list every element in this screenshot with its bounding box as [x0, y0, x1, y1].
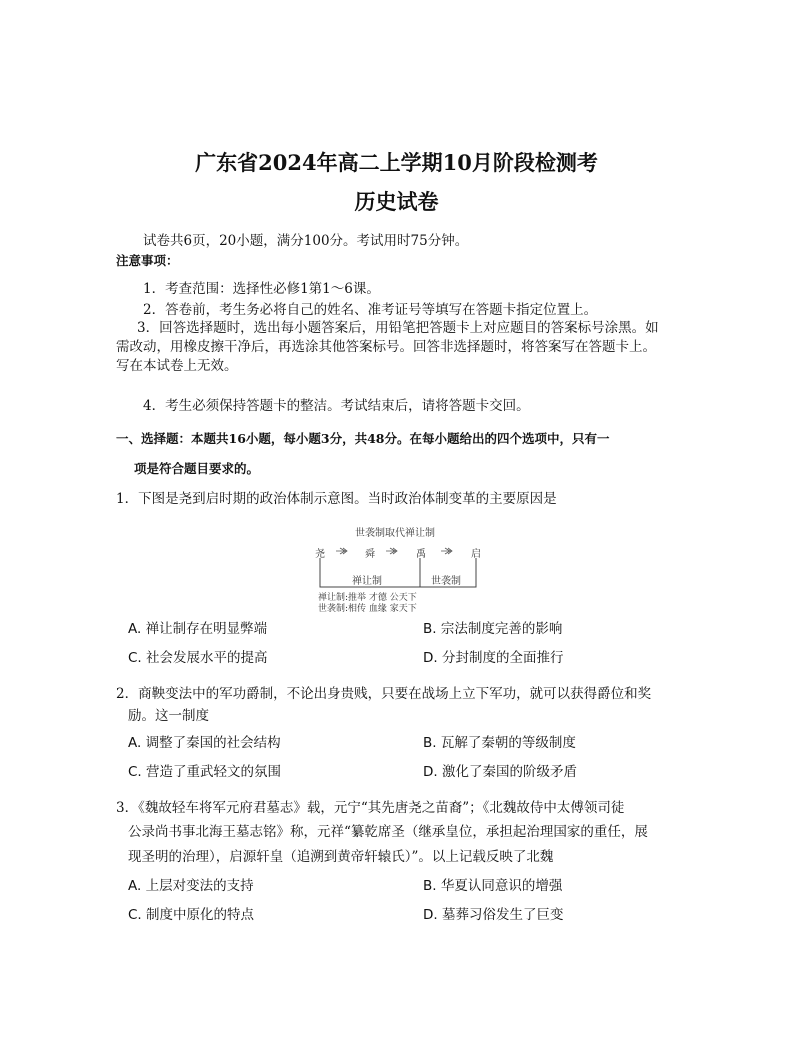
diagram-name: 禹 — [416, 549, 426, 560]
diagram-right-label: 世袭制 — [431, 576, 461, 587]
q3-option-c: C. 制度中原化的特点 — [128, 907, 255, 923]
question-3-stem: 现圣明的治理），启源轩皇（追溯到黄帝轩辕氏）”。以上记载反映了北魏 — [128, 849, 554, 865]
question-2-stem: 励。这一制度 — [128, 708, 209, 724]
q1-option-d: D. 分封制度的全面推行 — [423, 650, 564, 666]
note-item: 2．答卷前，考生务必将自己的姓名、准考证号等填写在答题卡指定位置上。 — [143, 302, 598, 318]
question-1-stem: 1．下图是尧到启时期的政治体制示意图。当时政治体制变革的主要原因是 — [116, 491, 557, 507]
note-item: 写在本试卷上无效。 — [116, 358, 238, 374]
section-heading-line2: 项是符合题目要求的。 — [134, 461, 260, 476]
diagram-legend: 世袭制:相传 血缘 家天下 — [318, 604, 417, 614]
q1-option-b: B. 宗法制度完善的影响 — [423, 621, 563, 637]
q1-option-a: A. 禅让制存在明显弊端 — [128, 621, 268, 637]
note-item: 1．考查范围：选择性必修1第1～6课。 — [143, 281, 380, 297]
note-item: 需改动，用橡皮擦干净后，再选涂其他答案标号。回答非选择题时，将答案写在答题卡上。 — [116, 339, 656, 355]
q2-option-a: A. 调整了秦国的社会结构 — [128, 735, 281, 751]
q3-option-b: B. 华夏认同意识的增强 — [423, 878, 563, 894]
note-item: 3．回答选择题时，选出每小题答案后，用铅笔把答题卡上对应题目的答案标号涂黑。如 — [137, 320, 659, 336]
exam-subtitle: 历史试卷 — [354, 189, 439, 214]
diagram-legend: 禅让制:推举 才德 公天下 — [318, 593, 417, 603]
diagram-left-label: 禅让制 — [352, 576, 382, 587]
q1-option-c: C. 社会发展水平的提高 — [128, 650, 268, 666]
question-3-stem: 3．《魏故轻车将军元府君墓志》载，元宁“其先唐尧之苗裔”；《北魏故侍中太傅领司徒 — [116, 800, 625, 816]
exam-intro: 试卷共6页，20小题，满分100分。考试用时75分钟。 — [143, 233, 469, 249]
q3-option-a: A. 上层对变法的支持 — [128, 878, 254, 894]
diagram-name: 舜 — [365, 549, 375, 560]
note-item: 4．考生必须保持答题卡的整洁。考试结束后，请将答题卡交回。 — [143, 398, 530, 414]
question-3-stem: 公录尚书事北海王墓志铭》称，元祥“纂乾席圣（继承皇位，承担起治理国家的重任，展 — [128, 824, 648, 840]
question-2-stem: 2．商鞅变法中的军功爵制，不论出身贵贱，只要在战场上立下军功，就可以获得爵位和奖 — [116, 686, 652, 702]
q3-option-d: D. 墓葬习俗发生了巨变 — [423, 907, 564, 923]
q2-option-b: B. 瓦解了秦朝的等级制度 — [423, 735, 576, 751]
q2-option-c: C. 营造了重武轻文的氛围 — [128, 764, 282, 780]
dynasty-diagram — [310, 522, 490, 618]
q2-option-d: D. 激化了秦国的阶级矛盾 — [423, 764, 577, 780]
exam-title: 广东省2024年高二上学期10月阶段检测考 — [195, 150, 598, 175]
diagram-name: 尧 — [315, 549, 325, 560]
diagram-title: 世袭制取代禅让制 — [355, 528, 435, 539]
diagram-name: 启 — [471, 549, 481, 560]
notes-heading: 注意事项： — [116, 253, 179, 268]
section-heading-line1: 一、选择题：本题共16小题，每小题3分，共48分。在每小题给出的四个选项中，只有一 — [116, 431, 610, 446]
